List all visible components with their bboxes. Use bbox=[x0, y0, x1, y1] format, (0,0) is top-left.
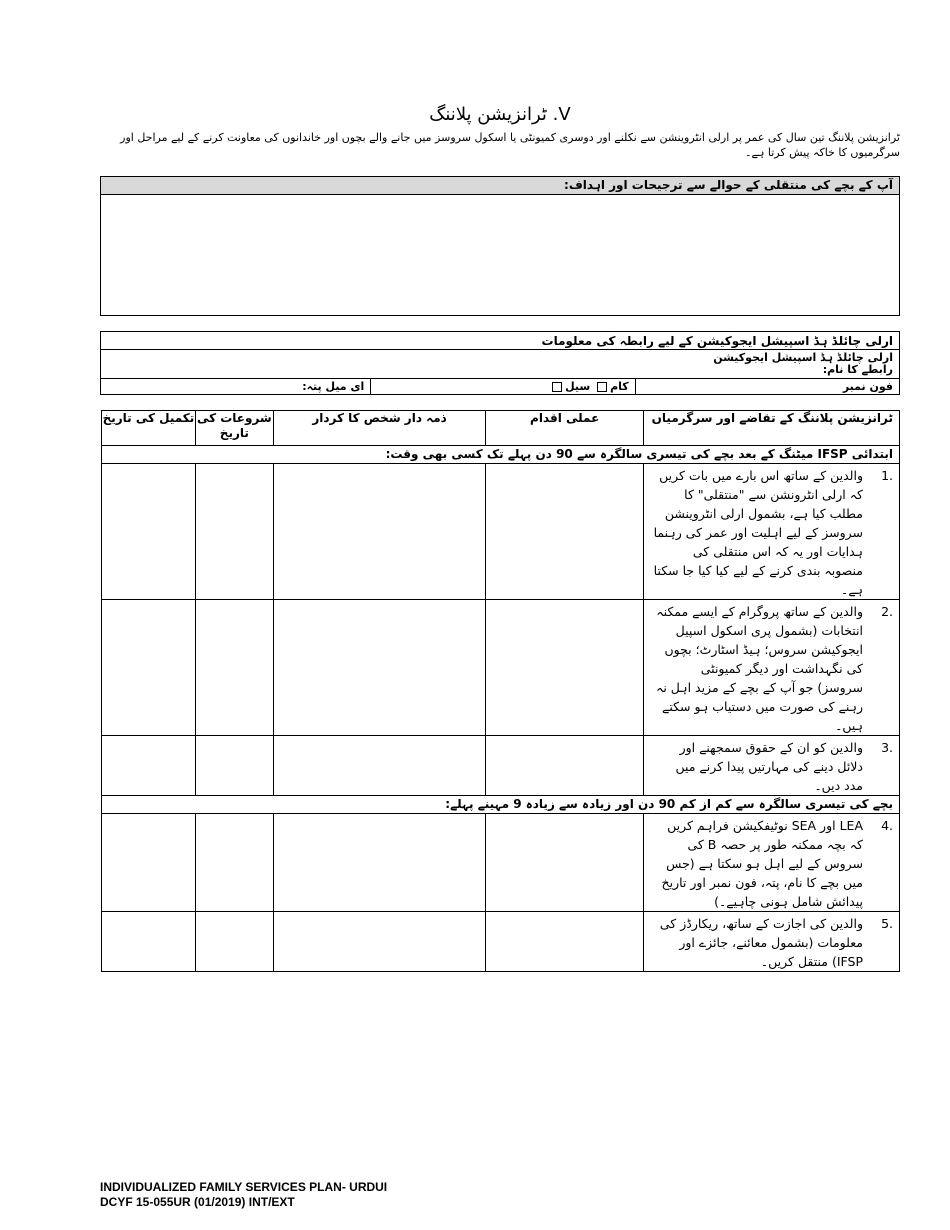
activity-number: 4. bbox=[881, 818, 893, 833]
action-cell[interactable] bbox=[486, 600, 644, 736]
phone-field[interactable] bbox=[635, 379, 899, 395]
responsible-cell[interactable] bbox=[273, 912, 486, 972]
completion-date-cell[interactable] bbox=[102, 736, 196, 796]
section-row bbox=[102, 446, 900, 464]
table-row bbox=[102, 464, 900, 600]
activity-cell bbox=[644, 464, 900, 600]
table-header-row bbox=[102, 411, 900, 446]
activity-cell bbox=[644, 912, 900, 972]
contact-name-label-line2: رابطے کا نام: bbox=[822, 363, 893, 376]
action-cell[interactable] bbox=[486, 814, 644, 912]
contact-name-row[interactable] bbox=[101, 350, 899, 379]
completion-date-cell[interactable] bbox=[102, 600, 196, 736]
contact-heading: ارلی چائلڈ ہڈ اسپیشل ایجوکیشن کے لیے رابطہ کی معلومات bbox=[101, 332, 899, 350]
action-cell[interactable] bbox=[486, 736, 644, 796]
preferences-heading: آپ کے بچے کی منتقلی کے حوالے سے ترجیحات اور اہداف: bbox=[101, 177, 899, 195]
col-start-date: شروعات کی تاریخ bbox=[195, 411, 273, 446]
section-heading-2: بچے کی تیسری سالگرہ سے کم از کم 90 دن اور زیادہ سے زیادہ 9 مہینے پہلے: bbox=[102, 796, 900, 814]
transition-activities-table bbox=[101, 410, 900, 972]
preferences-box bbox=[100, 176, 900, 316]
col-completion-date: تکمیل کی تاریخ bbox=[102, 411, 196, 446]
section-title: V. ٹرانزیشن پلاننگ bbox=[429, 104, 571, 125]
work-label: کام bbox=[610, 380, 629, 393]
section-row bbox=[102, 796, 900, 814]
table-row bbox=[102, 814, 900, 912]
col-requirements: ٹرانزیشن پلاننگ کے تقاضے اور سرگرمیاں bbox=[644, 411, 900, 446]
email-label: ای میل پتہ: bbox=[302, 380, 365, 393]
activity-text: LEA اور SEA نوٹیفکیشن فراہم کریں کہ بچہ ممکنہ طور پر حصہ B کی سروس کے لیے اہل ہو سکتا ہے (جس میں بچے کا نام، پتہ، فون نمبر اور تاریخ پیدائش شامل ہونی چاہیے۔) bbox=[661, 818, 863, 909]
section-heading-1: ابتدائی IFSP میٹنگ کے بعد بچے کی تیسری سالگرہ سے 90 دن پہلے تک کسی بھی وقت: bbox=[102, 446, 900, 464]
responsible-cell[interactable] bbox=[273, 814, 486, 912]
start-date-cell[interactable] bbox=[195, 912, 273, 972]
activity-number: 5. bbox=[881, 916, 893, 931]
completion-date-cell[interactable] bbox=[102, 464, 196, 600]
contact-name-label-line1: ارلی چائلڈ ہڈ اسپیشل ایجوکیشن bbox=[713, 351, 893, 364]
table-row bbox=[102, 736, 900, 796]
phone-label: فون نمبر bbox=[842, 380, 893, 393]
form-footer bbox=[100, 1180, 387, 1210]
completion-date-cell[interactable] bbox=[102, 814, 196, 912]
cell-label: سیل bbox=[565, 380, 591, 393]
activity-number: 2. bbox=[881, 604, 893, 619]
contact-info-box bbox=[100, 331, 900, 395]
start-date-cell[interactable] bbox=[195, 600, 273, 736]
phone-type-field bbox=[370, 379, 634, 395]
start-date-cell[interactable] bbox=[195, 814, 273, 912]
start-date-cell[interactable] bbox=[195, 736, 273, 796]
work-checkbox[interactable] bbox=[597, 382, 607, 392]
table-row bbox=[102, 600, 900, 736]
activity-text: والدین کے ساتھ پروگرام کے ایسے ممکنہ انتخابات (بشمول پری اسکول اسپیل ایجوکیشن سروس؛ ہیڈ اسٹارٹ؛ بچوں کی نگہداشت اور دیگر کمیونٹی سروسز) جو آپ کے بچے کے مزید اہل نہ رہنے کی صورت میں دستیاب ہو سکتے ہیں۔ bbox=[656, 604, 863, 733]
footer-form-title: INDIVIDUALIZED FAMILY SERVICES PLAN- URDUI bbox=[100, 1180, 388, 1194]
completion-date-cell[interactable] bbox=[102, 912, 196, 972]
action-cell[interactable] bbox=[486, 464, 644, 600]
start-date-cell[interactable] bbox=[195, 464, 273, 600]
activity-cell bbox=[644, 736, 900, 796]
table-row bbox=[102, 912, 900, 972]
intro-paragraph: ٹرانزیشن پلاننگ تین سال کی عمر پر ارلی انٹروینشن سے نکلنے اور دوسری کمیونٹی یا اسکول سروسز میں جانے والے بچوں اور خاندانوں کی معاونت کرنے کے لیے مراحل اور سرگرمیوں کا خاکہ پیش کرتا ہے۔ bbox=[120, 131, 900, 159]
email-field[interactable] bbox=[101, 379, 370, 395]
activity-number: 1. bbox=[881, 468, 893, 483]
action-cell[interactable] bbox=[486, 912, 644, 972]
activity-number: 3. bbox=[881, 740, 893, 755]
responsible-cell[interactable] bbox=[273, 736, 486, 796]
responsible-cell[interactable] bbox=[273, 464, 486, 600]
cell-checkbox[interactable] bbox=[552, 382, 562, 392]
footer-form-number: DCYF 15-055UR (01/2019) INT/EXT bbox=[100, 1195, 295, 1209]
activity-text: والدین کے ساتھ اس بارے میں بات کریں کہ ارلی انٹرونشن سے "منتقلی" کا مطلب کیا ہے، بشمول ارلی انٹروینشن سروسز کے لیے اہلیت اور عمر کی رہنما ہدایات اور یہ کہ اس منتقلی کی منصوبہ بندی کرنے کے لیے کیا کیا جا سکتا ہے۔ bbox=[653, 468, 863, 597]
contact-details-row bbox=[101, 379, 899, 395]
activity-text: والدین کو ان کے حقوق سمجھنے اور دلائل دینے کی مہارتیں پیدا کرنے میں مدد دیں۔ bbox=[675, 740, 863, 793]
activity-cell bbox=[644, 600, 900, 736]
activity-cell bbox=[644, 814, 900, 912]
responsible-cell[interactable] bbox=[273, 600, 486, 736]
activity-text: والدین کی اجازت کے ساتھ، ریکارڈز کی معلومات (بشمول معائنے، جائزے اور IFSP) منتقل کریں۔ bbox=[659, 916, 863, 969]
col-action: عملی اقدام bbox=[486, 411, 644, 446]
preferences-input-area[interactable] bbox=[101, 195, 899, 315]
col-responsible: ذمہ دار شخص کا کردار bbox=[273, 411, 486, 446]
